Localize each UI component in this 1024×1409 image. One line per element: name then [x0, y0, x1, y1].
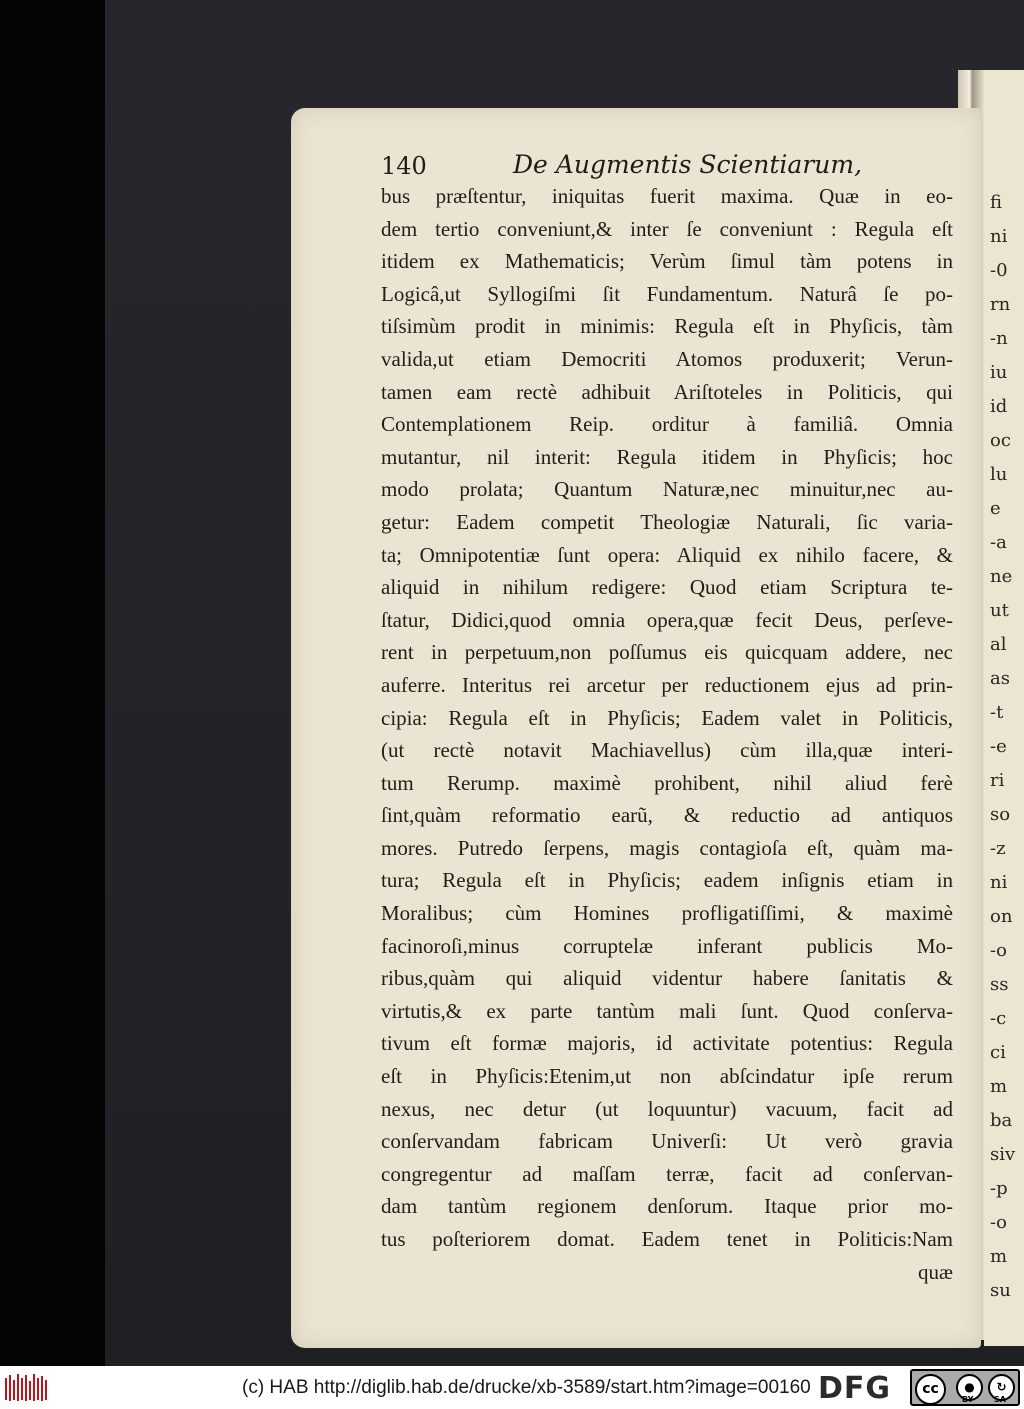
sa-label: SA: [994, 1395, 1006, 1404]
dfg-logo[interactable]: DFG: [818, 1371, 892, 1406]
body-text: [381, 180, 953, 1288]
facing-page-fragment: m: [990, 1076, 1008, 1097]
text-line: tiſsimùm prodit in minimis: Regula eſt in Phyſicis, tàm: [381, 314, 953, 339]
facing-page-fragment: -e: [990, 736, 1007, 757]
facing-page-fragment: -z: [990, 838, 1006, 859]
text-line: virtutis,& ex parte tantùm mali ſunt. Quod conſerva-: [381, 998, 953, 1023]
footer-bar: [0, 1366, 1024, 1409]
facing-page-fragment: ri: [990, 770, 1005, 791]
facing-page-fragment: lu: [990, 464, 1008, 485]
facing-page-fragment: iu: [990, 362, 1008, 383]
running-title: De Augmentis Scientiarum,: [513, 150, 863, 179]
text-line: congregentur ad maſſam terræ, facit ad conſervan-: [381, 1161, 953, 1186]
text-line: ſint,quàm reformatio earũ, & reductio ad antiquos: [381, 803, 953, 828]
text-line: bus præſtentur, iniquitas fuerit maxima. Quæ in eo-: [381, 184, 953, 208]
text-line: dam tantùm regionem denſorum. Itaque prior mo-: [381, 1194, 953, 1219]
text-line: itidem ex Mathematicis; Verùm ſimul tàm potens in: [381, 249, 953, 274]
text-line: mores. Putredo ſerpens, magis contagioſa eſt, quàm ma-: [381, 835, 953, 860]
by-label: BY: [962, 1395, 974, 1404]
text-line: ta; Omnipotentiæ ſunt opera: Aliquid ex nihilo facere, &: [381, 542, 953, 567]
text-line: facinoroſi,minus corruptelæ inferant publicis Mo-: [381, 933, 953, 958]
text-line: quæ: [917, 1259, 953, 1284]
text-line: ribus,quàm qui aliquid videntur habere ſanitatis &: [381, 966, 953, 991]
facing-page-fragment: -n: [990, 328, 1008, 349]
text-line: tivum eſt formæ majoris, id activitate potentius: Regula: [381, 1031, 953, 1056]
facing-page-fragment: -o: [990, 1212, 1007, 1233]
text-line: tura; Regula eſt in Phyſicis; eadem inſignis etiam in: [381, 868, 953, 893]
text-line: auferre. Interitus rei arcetur per reductionem ejus ad prin-: [381, 672, 953, 697]
facing-page-fragment: ci: [990, 1042, 1006, 1063]
facing-page-fragment: ni: [990, 226, 1008, 247]
facing-page-fragment: su: [990, 1280, 1011, 1301]
text-line: eſt in Phyſicis:Etenim,ut non abſcindatur ipſe rerum: [381, 1064, 953, 1089]
facing-page-fragment: e: [990, 498, 1001, 519]
facing-page-fragment: -o: [990, 940, 1007, 961]
attribution-icon: ●: [956, 1374, 983, 1401]
facing-page-fragment: as: [990, 668, 1010, 689]
facing-page-fragment: al: [990, 634, 1007, 655]
cc-icon: cc: [915, 1374, 946, 1405]
facing-page-fragment: ba: [990, 1110, 1013, 1131]
left-black-margin: [0, 0, 105, 1366]
text-line: aliquid in nihilum redigere: Quod etiam Scriptura te-: [381, 575, 953, 600]
copyright-link[interactable]: (c) HAB http://diglib.hab.de/drucke/xb-3589/start.htm?image=00160: [242, 1377, 811, 1398]
text-line: Contemplationem Reip. orditur à familiâ. Omnia: [381, 412, 953, 437]
text-line: conſervandam fabricam Univerſi: Ut verò gravia: [381, 1129, 953, 1154]
text-line: tamen eam rectè adhibuit Ariſtoteles in Politicis, qui: [381, 379, 953, 404]
facing-page-fragment: so: [990, 804, 1011, 825]
text-line: (ut rectè notavit Machiavellus) cùm illa,quæ interi-: [381, 738, 953, 763]
facing-page-fragment: siv: [990, 1144, 1016, 1165]
text-line: modo prolata; Quantum Naturæ,nec minuitur,nec au-: [381, 477, 953, 502]
text-line: mutantur, nil interit: Regula itidem in Phyſicis; hoc: [381, 444, 953, 469]
facing-page-fragment: ne: [990, 566, 1013, 587]
page-number: 140: [381, 152, 427, 180]
facing-page-fragment: rn: [990, 294, 1011, 315]
facing-page-edge: [984, 70, 1024, 1346]
facing-page-fragment: on: [990, 906, 1013, 927]
text-line: tus poſteriorem domat. Eadem tenet in Politicis:Nam: [381, 1227, 953, 1251]
text-line: tum Rerump. maximè prohibent, nihil aliud ferè: [381, 770, 953, 795]
text-line: getur: Eadem competit Theologiæ Naturali, ſic varia-: [381, 509, 953, 534]
facing-page-fragment: fi: [990, 192, 1003, 213]
facing-page-fragment: oc: [990, 430, 1011, 451]
book-page: [291, 108, 981, 1348]
facing-page-fragment: id: [990, 396, 1008, 417]
share-alike-icon: ↻: [988, 1374, 1015, 1401]
facing-page-fragment: -0: [990, 260, 1008, 281]
text-line: dem tertio conveniunt,& inter ſe conveniunt : Regula eſt: [381, 216, 953, 241]
text-line: valida,ut etiam Democriti Atomos produxerit; Verun-: [381, 346, 953, 371]
facing-page-fragment: ut: [990, 600, 1009, 621]
hab-logo-icon[interactable]: [4, 1372, 50, 1404]
facing-page-fragment: -t: [990, 702, 1004, 723]
text-line: rent in perpetuum,non poſſumus eis quicquam addere, nec: [381, 640, 953, 665]
text-line: nexus, nec detur (ut loquuntur) vacuum, facit ad: [381, 1096, 953, 1121]
facing-page-fragment: ni: [990, 872, 1008, 893]
facing-page-fragment: ss: [990, 974, 1009, 995]
text-line: cipia: Regula eſt in Phyſicis; Eadem valet in Politicis,: [381, 705, 953, 730]
facing-page-fragment: -a: [990, 532, 1007, 553]
text-line: Moralibus; cùm Homines profligatiſſimi, & maximè: [381, 901, 953, 926]
facing-page-fragment: -c: [990, 1008, 1007, 1029]
text-line: ſtatur, Didici,quod omnia opera,quæ fecit Deus, perſeve-: [381, 607, 953, 632]
facing-page-fragment: m: [990, 1246, 1008, 1267]
cc-by-sa-badge[interactable]: [910, 1369, 1020, 1406]
text-line: Logicâ,ut Syllogiſmi ſit Fundamentum. Naturâ ſe po-: [381, 281, 953, 306]
facing-page-fragment: -p: [990, 1178, 1008, 1199]
